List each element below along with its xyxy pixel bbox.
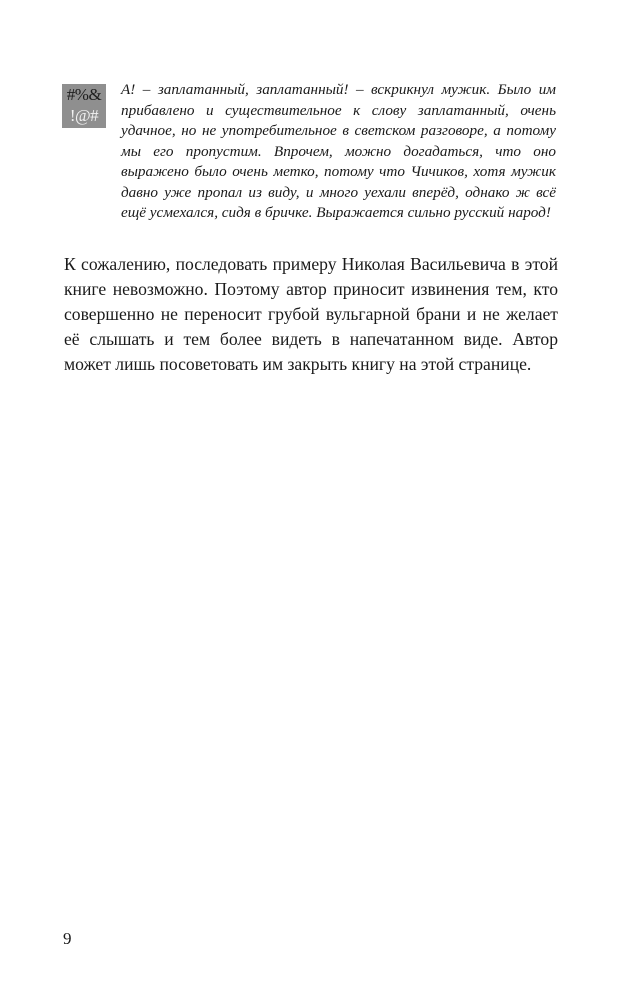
epigraph-quote: А! – заплатанный, заплатанный! – вскрикнул мужик. Было им прибавлено и существительное к слову заплатанный, очень удачное, но не употребительное в светском разговоре, а потому мы его пропустим. Впрочем, можно догадаться, что оно выражено было очень метко, потому что Чичиков, хотя мужик давно уже пропал из виду, и много уехали вперёд, однако ж всё ещё усмехался, сидя в бричке. Выражается сильно русский народ! (121, 81, 556, 221)
icon-symbols-top: #%& (66, 85, 102, 104)
icon-symbols-bottom: !@# (69, 106, 99, 125)
profanity-symbols-icon (62, 84, 106, 128)
body-paragraph: К сожалению, последовать примеру Николая Васильевича в этой книге невозможно. Поэтому автор приносит извинения тем, кто совершенно не переносит грубой вульгарной брани и не желает её слышать и тем более видеть в напечатанном виде. Автор может лишь посоветовать им закрыть книгу на этой странице. (64, 254, 558, 374)
page-number: 9 (63, 929, 72, 948)
